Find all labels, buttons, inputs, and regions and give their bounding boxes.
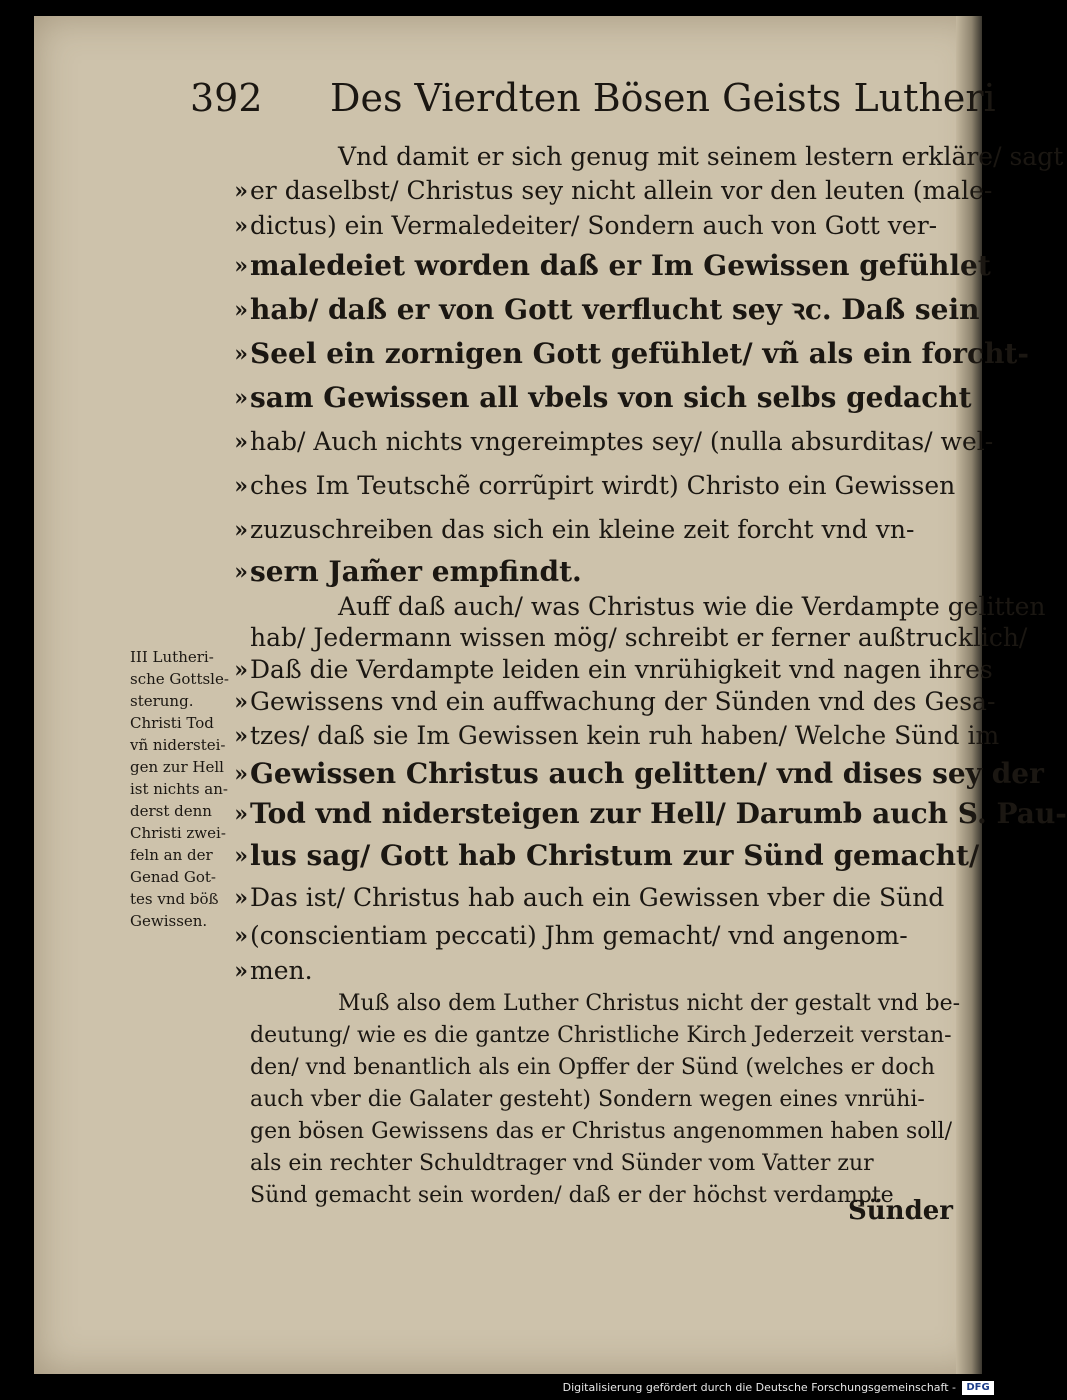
text-line: » sern Jam̃er empfindt.: [234, 555, 582, 588]
marginal-note-line: Christi zwei-: [130, 824, 226, 842]
marginal-note-line: gen zur Hell: [130, 758, 224, 776]
text-line: » er daselbst/ Christus sey nicht allein vor den leuten (male-: [234, 176, 993, 205]
text-line: » dictus) ein Vermaledeiter/ Sondern auch von Gott ver-: [234, 211, 938, 240]
text-line: » Gewissens vnd ein auffwachung der Sünden vnd des Gesa-: [234, 687, 996, 716]
text-line: » Daß die Verdampte leiden ein vnrühigkeit vnd nagen ihres: [234, 655, 993, 684]
marginal-note-line: sche Gottsle-: [130, 670, 229, 688]
dfg-logo: DFG: [962, 1381, 994, 1395]
text-line: » Seel ein zornigen Gott gefühlet/ vñ als ein forcht-: [234, 337, 1029, 370]
text-line: » sam Gewissen all vbels von sich selbs gedacht: [234, 381, 972, 414]
text-line: als ein rechter Schuldtrager vnd Sünder vom Vatter zur: [250, 1151, 874, 1176]
body-text: [234, 140, 1067, 1212]
marginal-note-line: III Lutheri-: [130, 648, 214, 666]
text-line: » (conscientiam peccati) Jhm gemacht/ vnd angenom-: [234, 921, 908, 950]
text-line: » hab/ Auch nichts vngereimptes sey/ (nulla absurditas/ wel-: [234, 427, 994, 456]
text-line: » ches Im Teutschẽ corrũpirt wirdt) Christo ein Gewissen: [234, 471, 956, 500]
text-line: gen bösen Gewissens das er Christus angenommen haben soll/: [250, 1119, 953, 1144]
text-line: » Tod vnd nidersteigen zur Hell/ Darumb auch S. Pau-: [234, 797, 1067, 830]
marginal-note-line: derst denn: [130, 802, 212, 820]
marginal-note-line: tes vnd böß: [130, 890, 219, 908]
digitization-credit: Digitalisierung gefördert durch die Deutsche Forschungsgemeinschaft -: [562, 1381, 956, 1394]
text-line: » zuzuschreiben das sich ein kleine zeit forcht vnd vn-: [234, 515, 915, 544]
text-line: auch vber die Galater gesteht) Sondern wegen eines vnrühi-: [250, 1087, 925, 1112]
text-line: » hab/ daß er von Gott verflucht sey ꝛc. Daß sein: [234, 293, 980, 326]
text-line: Auff daß auch/ was Christus wie die Verdampte gelitten: [338, 592, 1046, 621]
text-line: hab/ Jedermann wissen mög/ schreibt er ferner außtrucklich/: [250, 623, 1028, 652]
text-line: Sünd gemacht sein worden/ daß er der höchst verdampte: [250, 1183, 894, 1208]
marginal-note-line: Gewissen.: [130, 912, 208, 930]
marginal-note: [130, 646, 250, 932]
text-line: » lus sag/ Gott hab Christum zur Sünd gemacht/: [234, 839, 980, 872]
footer-bar: [0, 1374, 1000, 1400]
catchword: Sünder: [848, 1196, 954, 1226]
page-number: 392: [190, 76, 263, 120]
marginal-note-line: feln an der: [130, 846, 213, 864]
text-line: » maledeiet worden daß er Im Gewissen gefühlet: [234, 249, 991, 282]
text-line: » Gewissen Christus auch gelitten/ vnd dises sey der: [234, 757, 1044, 790]
text-line: » men.: [234, 956, 313, 985]
text-line: » tzes/ daß sie Im Gewissen kein ruh haben/ Welche Sünd im: [234, 721, 1000, 750]
text-line: Muß also dem Luther Christus nicht der gestalt vnd be-: [338, 991, 961, 1016]
text-line: den/ vnd benantlich als ein Opffer der Sünd (welches er doch: [250, 1055, 935, 1080]
marginal-note-line: sterung.: [130, 692, 194, 710]
text-line: deutung/ wie es die gantze Christliche Kirch Jederzeit verstan-: [250, 1023, 952, 1048]
marginal-note-line: vñ niderstei-: [130, 736, 226, 754]
text-line: » Das ist/ Christus hab auch ein Gewissen vber die Sünd: [234, 883, 945, 912]
text-line: Vnd damit er sich genug mit seinem lestern erkläre/ sagt: [338, 142, 1064, 171]
marginal-note-line: Genad Got-: [130, 868, 216, 886]
marginal-note-line: ist nichts an-: [130, 780, 228, 798]
marginal-note-line: Christi Tod: [130, 714, 214, 732]
running-title: Des Vierdten Bösen Geists Lutheri: [330, 76, 996, 120]
